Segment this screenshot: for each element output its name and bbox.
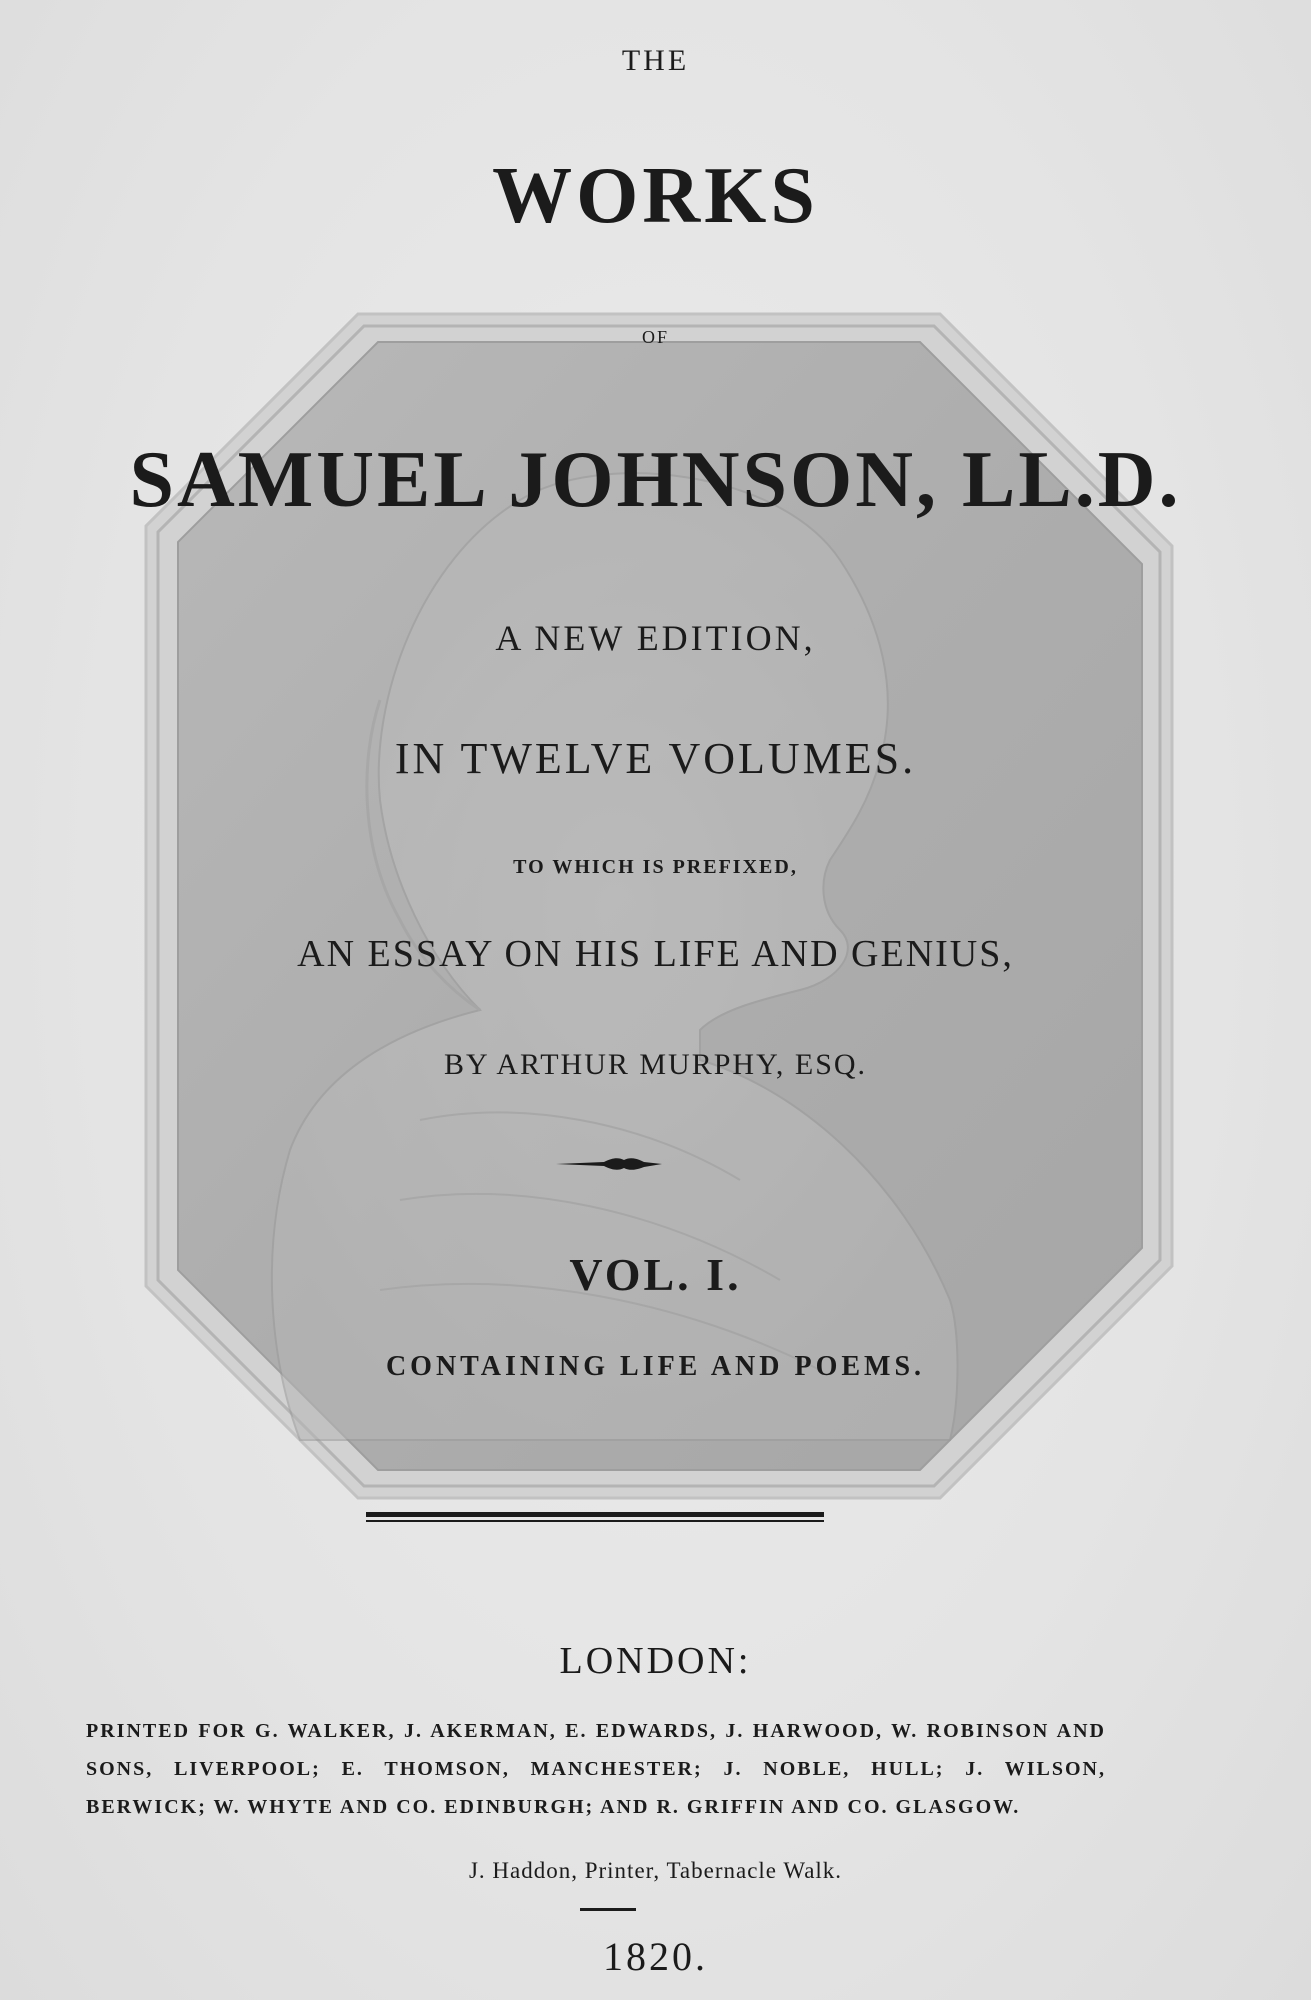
author-name: SAMUEL JOHNSON, LL.D. xyxy=(129,436,1182,524)
year-rule xyxy=(580,1908,636,1911)
title-article: THE xyxy=(621,44,690,77)
imprint-year: 1820. xyxy=(603,1934,708,1979)
title-works: WORKS xyxy=(492,152,819,240)
prefixed-line: TO WHICH IS PREFIXED, xyxy=(513,856,798,878)
imprint-publishers: PRINTED FOR G. WALKER, J. AKERMAN, E. EDWARDS, J. HARWOOD, W. ROBINSON AND SONS, LIVERPOOL; E. THOMSON, MANCHESTER; J. NOBLE, HULL; J. WILSON, BERWICK; W. WHYTE AND CO. EDINBURGH; AND R. GRIFFIN AND CO. GLASGOW. xyxy=(86,1720,1106,1818)
volume-count-line: IN TWELVE VOLUMES. xyxy=(394,734,917,783)
imprint-printer: J. Haddon, Printer, Tabernacle Walk. xyxy=(468,1858,843,1883)
volume-number: VOL. I. xyxy=(569,1249,742,1300)
rule-thick xyxy=(366,1512,824,1517)
rule-thin xyxy=(366,1520,824,1522)
edition-line: A NEW EDITION, xyxy=(495,618,816,658)
essay-line: AN ESSAY ON HIS LIFE AND GENIUS, xyxy=(297,933,1014,975)
volume-contents: CONTAINING LIFE AND POEMS. xyxy=(385,1351,926,1382)
imprint-place: LONDON: xyxy=(559,1640,752,1682)
title-preposition: OF xyxy=(641,327,669,347)
essay-author-line: BY ARTHUR MURPHY, ESQ. xyxy=(443,1048,868,1081)
